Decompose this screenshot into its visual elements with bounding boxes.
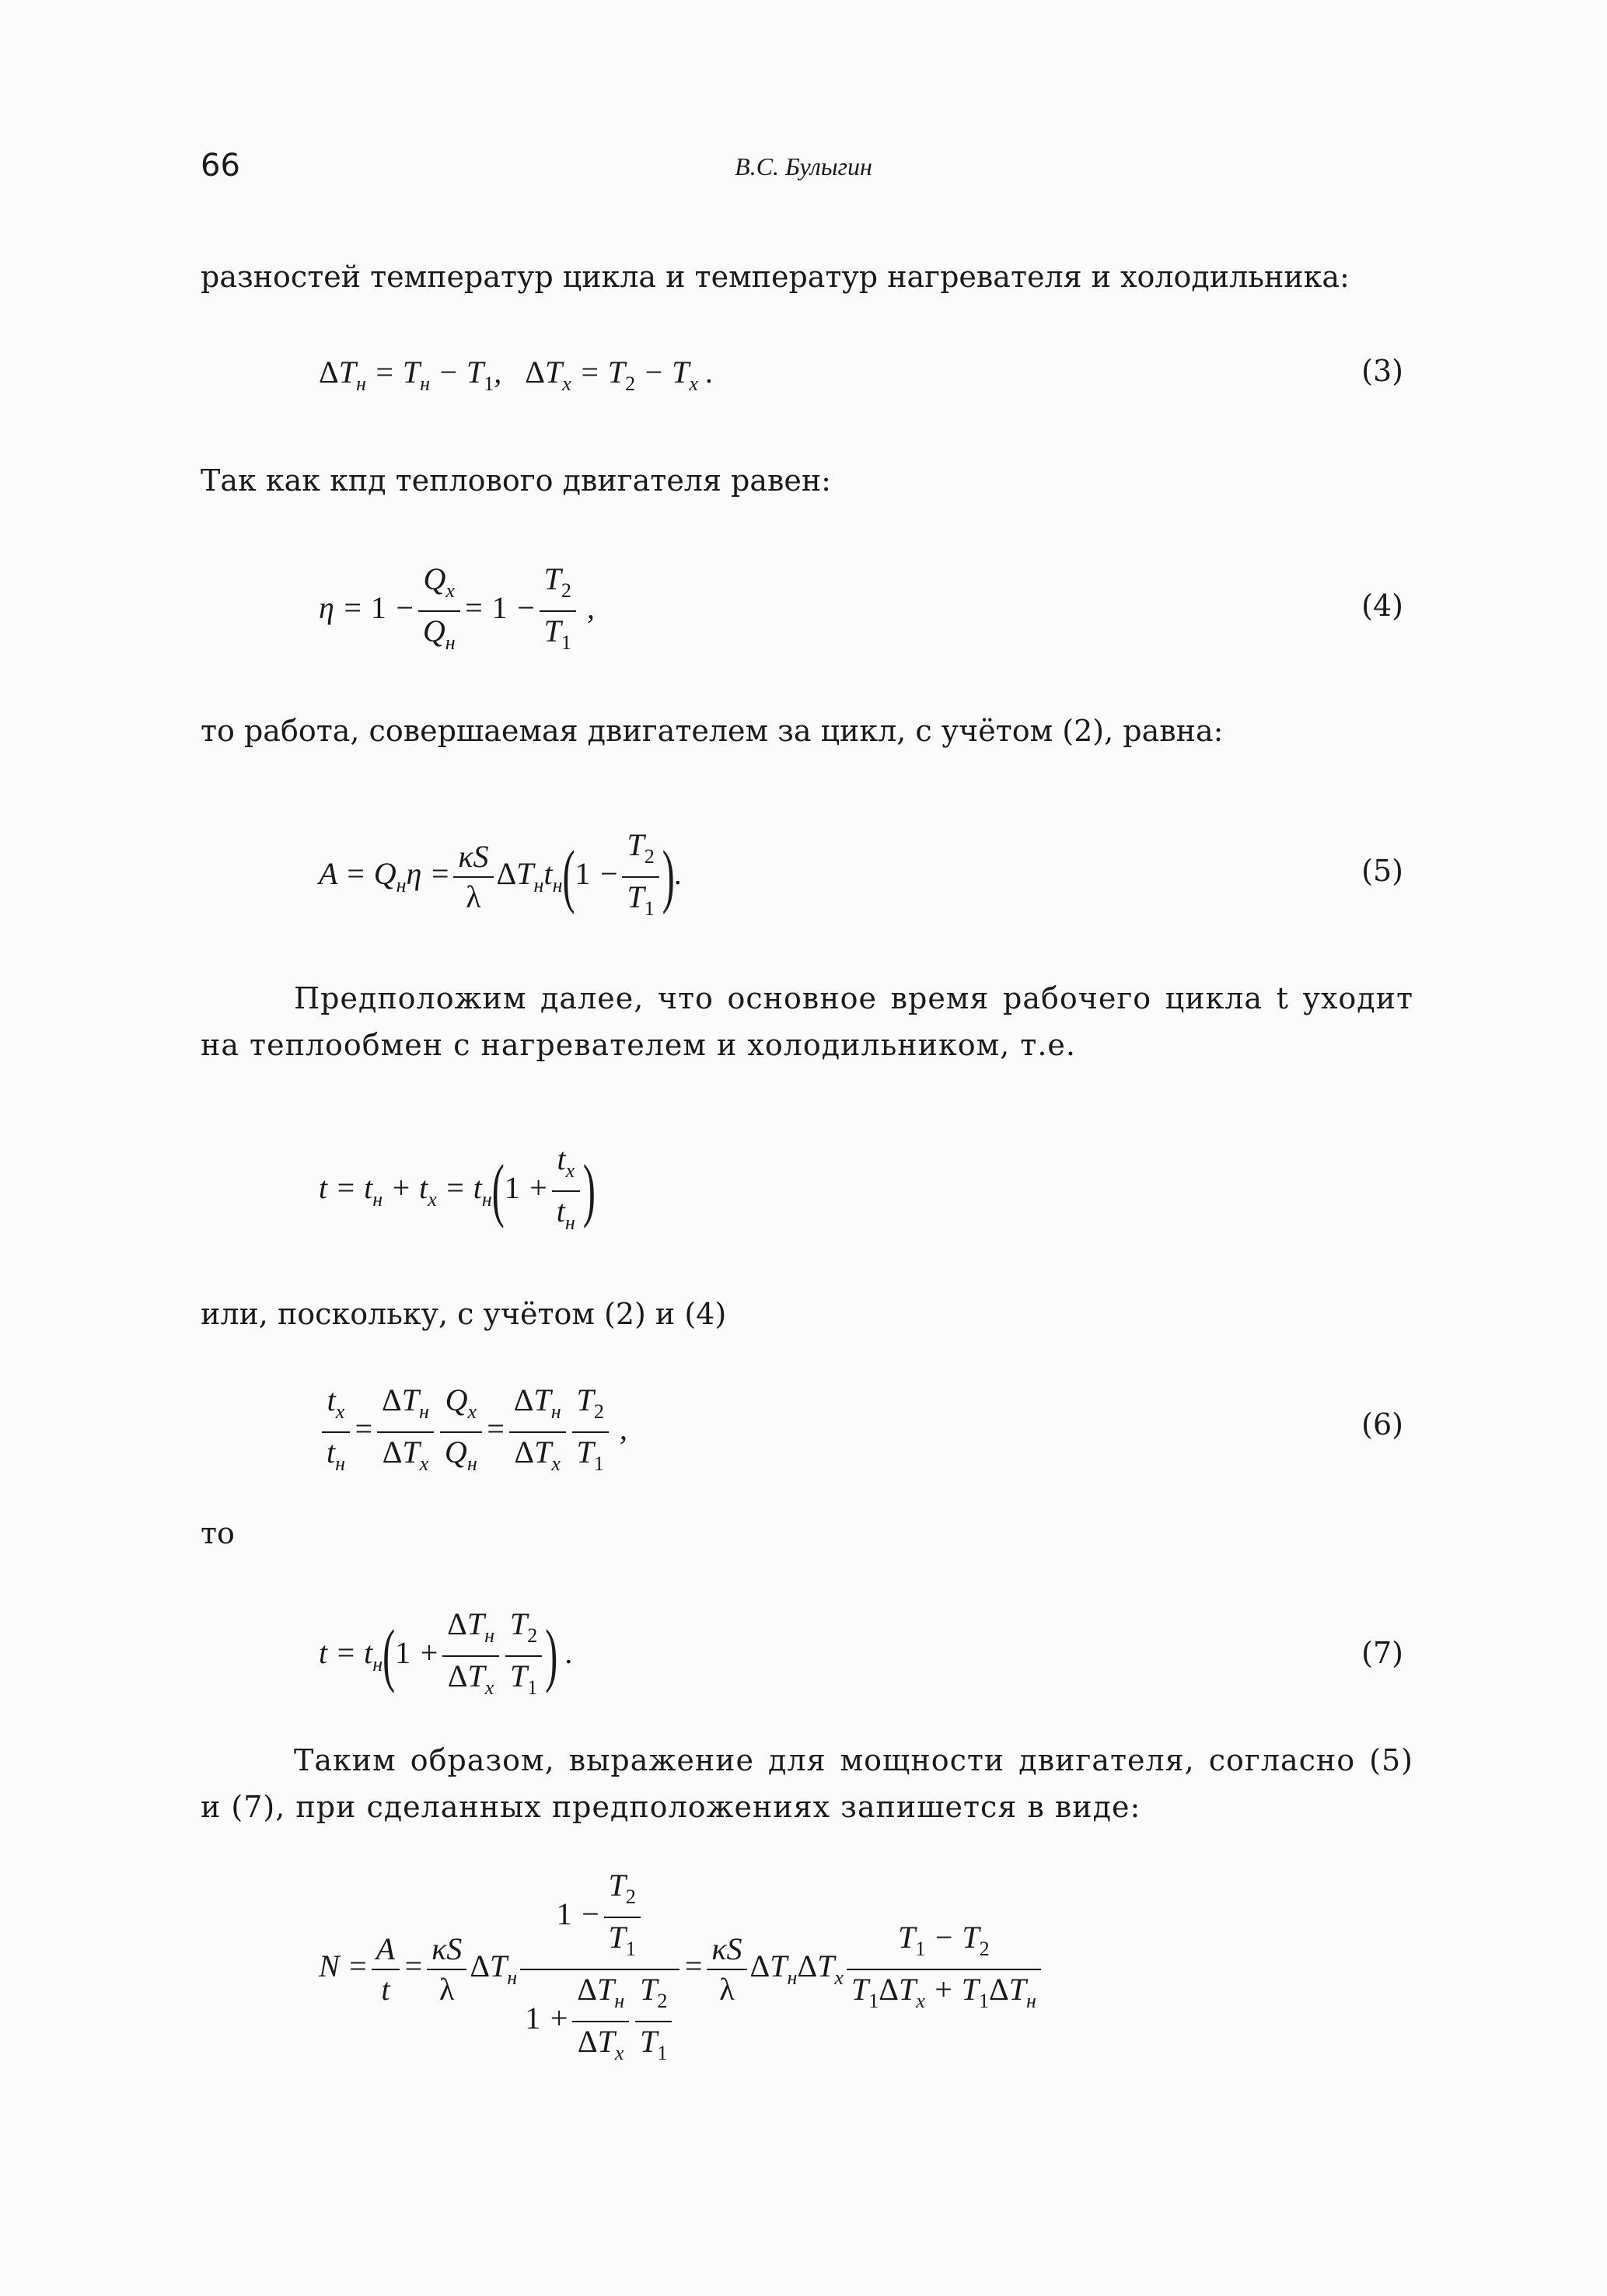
page-number: 66 <box>201 148 240 183</box>
paragraph-2: Так как кпд теплового двигателя равен: <box>201 463 831 498</box>
equation-number-6: (6) <box>1361 1407 1403 1442</box>
equation-7: $t = t_н(1$ + $\frac{\Delta T_н}{\Delta T_x}$ $\frac{T_2}{T_1}$ ) . <box>319 1606 574 1699</box>
equation-time: $t = t_н + t_x = t_н(1$ + $\frac{t_x}{t_н}$ ) <box>319 1141 596 1234</box>
equation-number-4: (4) <box>1361 589 1403 623</box>
equation-3: $\Delta T_н = T_н - T_1$, $\Delta T_x = T_2 - T_x$ . <box>319 355 714 395</box>
paragraph-6: то <box>201 1516 235 1550</box>
equation-power: N = $\frac{A}{t}$ = $\frac{\kappa S}{\lambda}$ $\Delta T_н$ 1 − $\frac{T_2}{T_1}$ 1 + $\frac{\Delta T_н}{\Delta T_x}$ $\frac{T_2}{T_1}$ = $\frac{\kappa S}{\lambda}$ $\Delta T_н\Delta T_x$ $\frac{T_1 - T_2}{T_1\Delta T_x + T_1\Delta T_н}$ <box>319 1866 1044 2073</box>
paragraph-4: Предположим далее, что основное время рабочего цикла t уходит на теплообмен с нагревателем и холодильником, т.е. <box>201 981 1413 1062</box>
equation-number-5: (5) <box>1361 854 1403 888</box>
running-header-author: В.С. Булыгин <box>735 152 872 180</box>
equation-4: η = 1 − $\frac{Q_x}{Q_н}$ = 1 − $\frac{T_2}{T_1}$ , <box>319 561 595 654</box>
paragraph-7: Таким образом, выражение для мощности двигателя, согласно (5) и (7), при сделанных предположениях запишется в виде: <box>201 1743 1413 1824</box>
equation-6: $\frac{t_x}{t_н}$ = $\frac{\Delta T_н}{\Delta T_x}$ $\frac{Q_x}{Q_н}$ = $\frac{\Delta T_н}{\Delta T_x}$ $\frac{T_2}{T_1}$ , <box>319 1381 627 1483</box>
equation-number-7: (7) <box>1361 1636 1403 1670</box>
paragraph-5: или, поскольку, с учётом (2) и (4) <box>201 1297 727 1331</box>
paragraph-1: разностей температур цикла и температур нагревателя и холодильника: <box>201 260 1350 294</box>
paragraph-3: то работа, совершаемая двигателем за цикл, с учётом (2), равна: <box>201 714 1224 748</box>
equation-5: $A = Q_н\eta$ = $\frac{\kappa S}{\lambda}$ $\Delta T_нt_н(1$ − $\frac{T_2}{T_1}$ ). <box>319 827 683 920</box>
equation-number-3: (3) <box>1361 354 1403 388</box>
